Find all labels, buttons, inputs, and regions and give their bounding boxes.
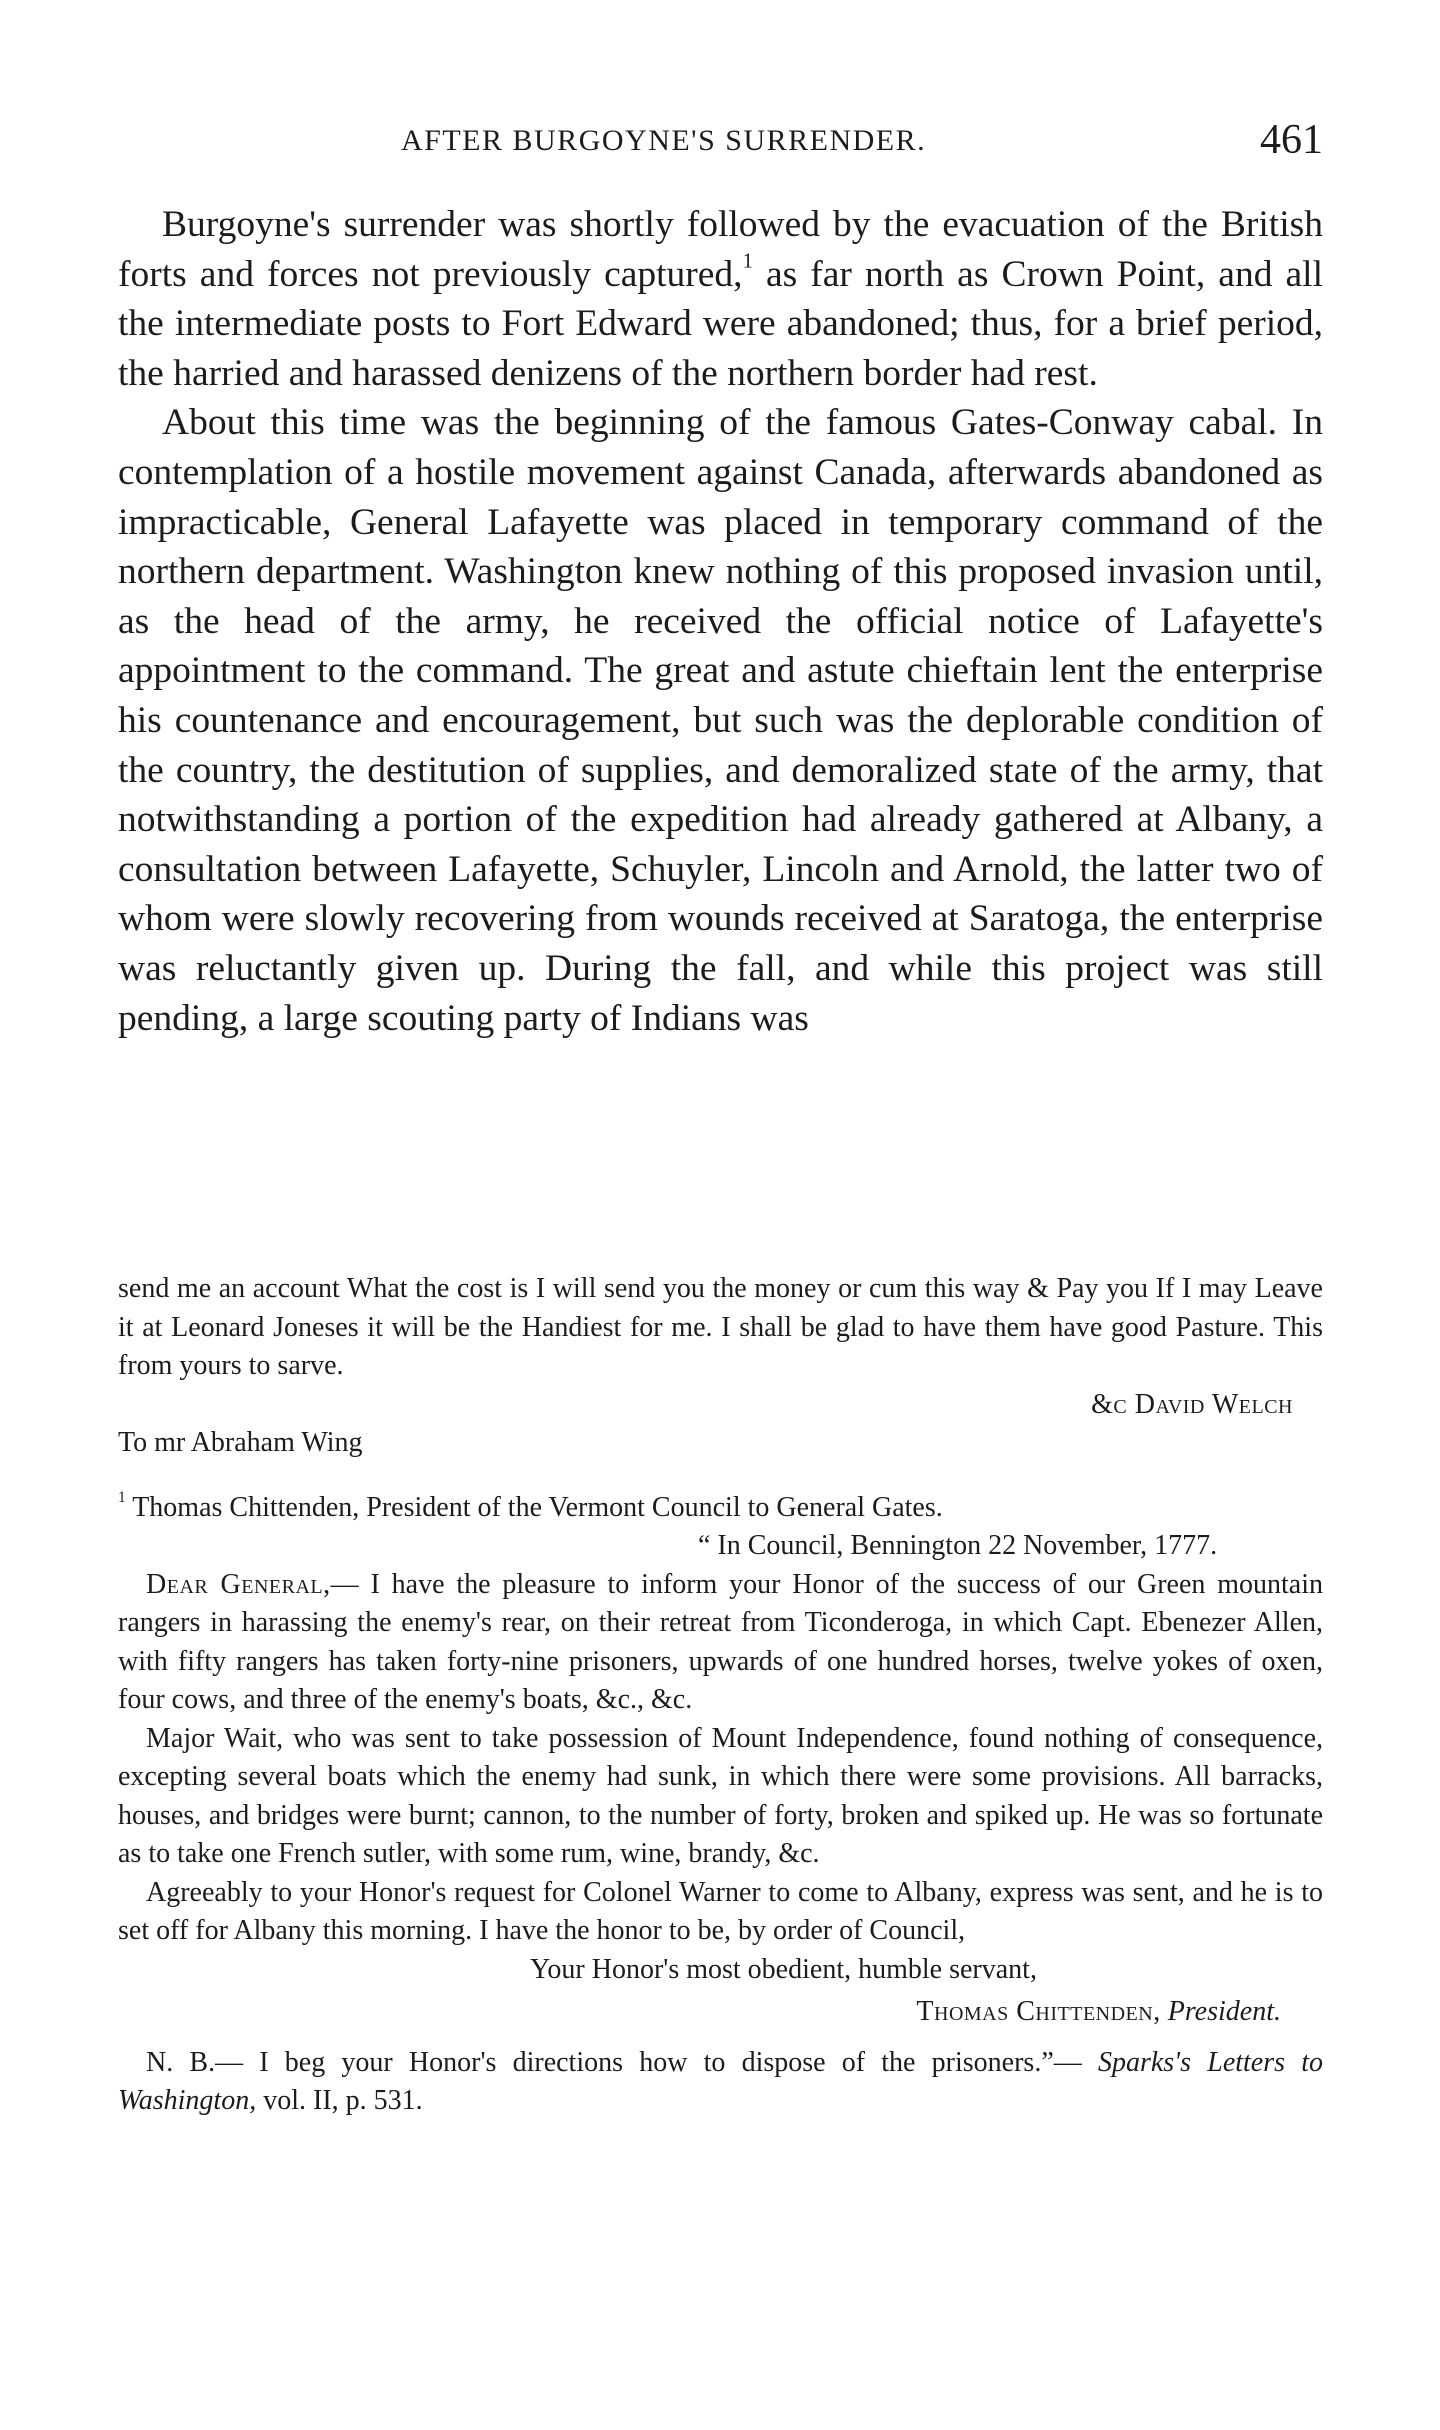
running-title: AFTER BURGOYNE'S SURRENDER. <box>401 124 927 157</box>
letter-signature <box>118 1993 1323 2032</box>
continued-letter-signature: &c David Welch <box>1091 1388 1293 1420</box>
nota-bene-text: N. B.— I beg your Honor's directions how to dispose of the prisoners.”— <box>146 2046 1098 2078</box>
nota-bene <box>118 2044 1323 2121</box>
letter-paragraph-2: Major Wait, who was sent to take possession of Mount Independence, found nothing of consequence, excepting several boats which the enemy had sunk, in which there were some provisions. All barracks, houses, and bridges were burnt; cannon, to the number of forty, broken and spiked up. He was so fortunate as to take one French sutler, with some rum, wine, brandy, &c. <box>118 1722 1323 1869</box>
letter-paragraph-1-text: — I have the pleasure to inform your Honor of the success of our Green mountain rangers in harassing the enemy's rear, on their retreat from Ticonderoga, in which Capt. Ebenezer Allen, with fifty rangers has taken forty-nine prisoners, upwards of one hundred horses, twelve yokes of oxen, four cows, and three of the enemy's boats, &c., &c. <box>118 1568 1323 1715</box>
main-paragraph-2: About this time was the beginning of the famous Gates-Conway cabal. In contemplation of a hostile movement against Canada, afterwards abandoned as impracticable, General Lafayette was placed in temporary command of the northern department. Washington knew nothing of this proposed invasion until, as the head of the army, he received the official notice of Lafayette's appointment to the command. The great and astute chieftain lent the enterprise his countenance and encouragement, but such was the deplorable condition of the country, the destitution of supplies, and demoralized state of the army, that notwithstanding a portion of the expedition had already gathered at Albany, a consultation between Lafayette, Schuyler, Lincoln and Arnold, the latter two of whom were slowly recovering from wounds received at Saratoga, the enterprise was reluctantly given up. During the fall, and while this project was still pending, a large scouting party of Indians was <box>118 402 1323 1039</box>
footnote-1-intro <box>118 1489 1323 1528</box>
main-paragraph-1 <box>118 200 1323 398</box>
letter-paragraph-3: Agreeably to your Honor's request for Colonel Warner to come to Albany, express was sent, and he is to set off for Albany this morning. I have the honor to be, by order of Council, <box>118 1876 1323 1946</box>
letter-paragraph-1 <box>118 1566 1323 1720</box>
footnote-1-intro-text: Thomas Chittenden, President of the Vermont Council to General Gates. <box>125 1491 943 1523</box>
signer-title: President. <box>1167 1996 1281 2027</box>
letter-salutation: Dear General, <box>146 1568 331 1600</box>
paragraph-1-text-before-note: Burgoyne's surrender was shortly followed by the evacuation of the British forts and forces not previously captured, <box>118 204 1323 295</box>
paragraph-1-text-after-note: as far north as Crown Point, and all the intermediate posts to Fort Edward were abandoned; thus, for a brief period, the harried and harassed denizens of the northern border had rest. <box>118 253 1323 394</box>
source-title: Sparks's Letters to Washington, <box>118 2046 1323 2116</box>
main-text <box>118 200 1323 1043</box>
page-header <box>118 112 1323 172</box>
footnote-reference: 1 <box>742 250 753 273</box>
signer-name: Thomas Chittenden, <box>916 1996 1161 2027</box>
source-citation: vol. II, p. 531. <box>256 2085 423 2116</box>
footnote-mark: 1 <box>118 1488 126 1506</box>
continued-letter-text: send me an account What the cost is I will send you the money or cum this way & Pay you If I may Leave it at Leonard Joneses it will be the Handiest for me. I shall be glad to have them have good Pasture. This from yours to sarve. <box>118 1273 1323 1381</box>
footnotes <box>118 1270 1323 2121</box>
letter-closing: Your Honor's most obedient, humble servant, <box>530 1953 1037 1985</box>
continued-letter-addressee: To mr Abraham Wing <box>118 1427 363 1458</box>
letter-place-date: “ In Council, Bennington 22 November, 1777. <box>698 1530 1218 1561</box>
page-number: 461 <box>1260 117 1323 163</box>
